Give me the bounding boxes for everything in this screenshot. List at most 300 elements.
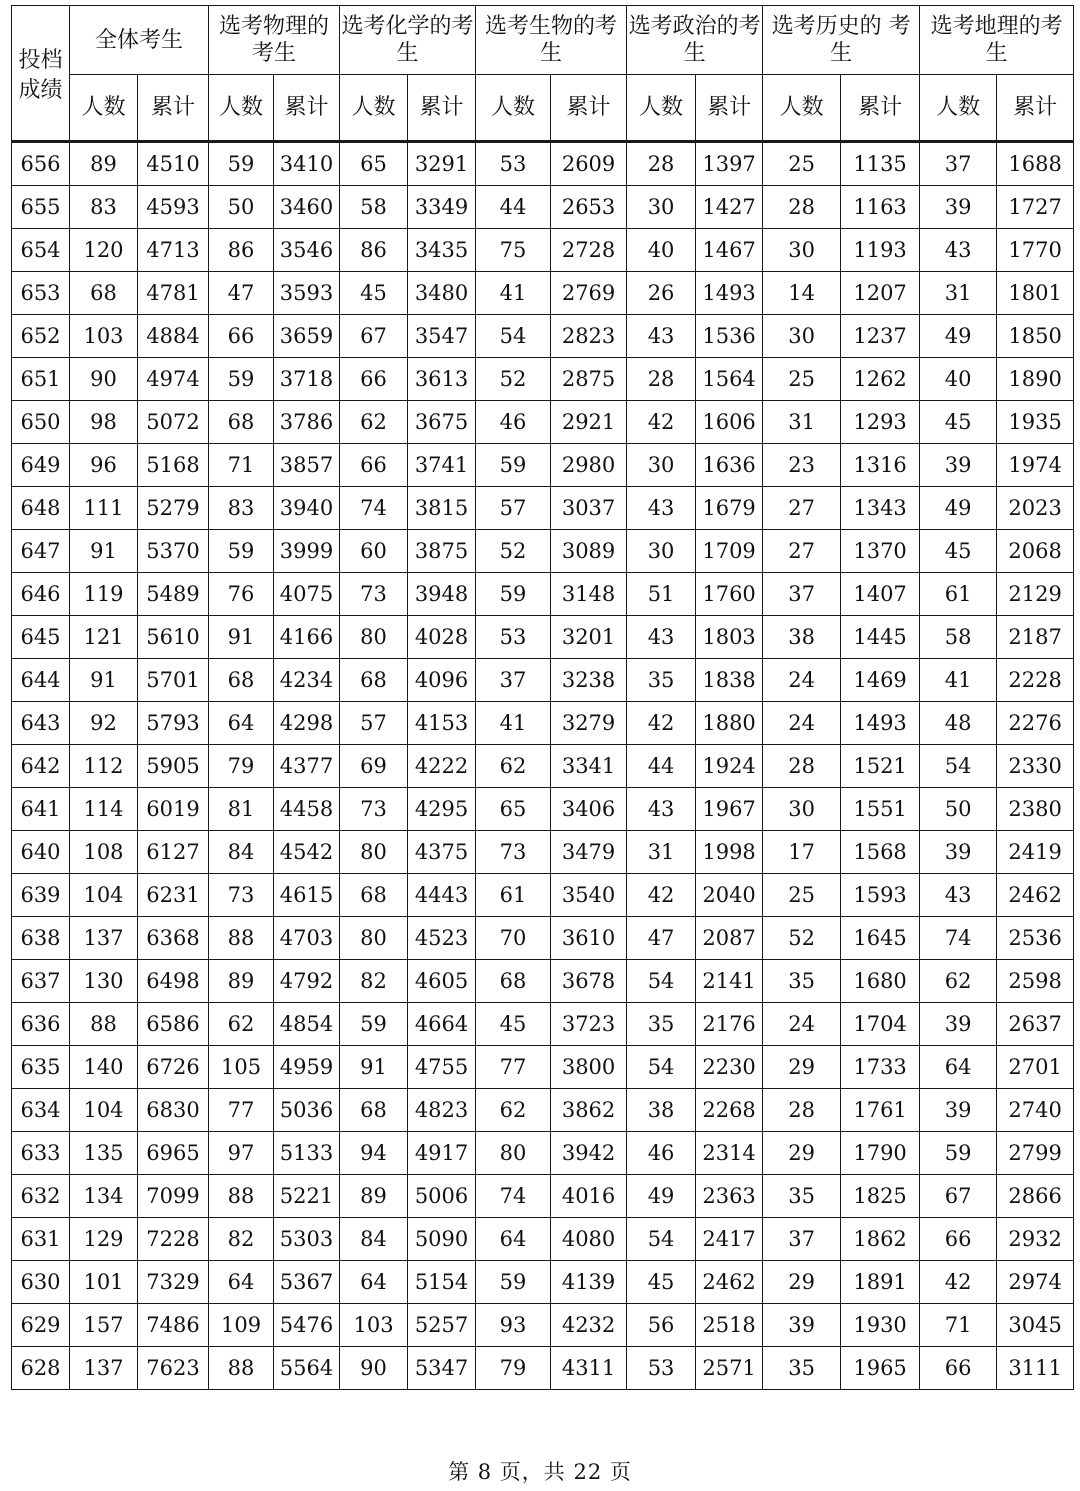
value-cell: 4375 [408, 831, 476, 874]
value-cell: 1262 [841, 358, 920, 401]
value-cell: 5701 [138, 659, 209, 702]
value-cell: 39 [920, 1003, 997, 1046]
value-cell: 6586 [138, 1003, 209, 1046]
value-cell: 6368 [138, 917, 209, 960]
value-cell: 54 [920, 745, 997, 788]
table-row [12, 1003, 1074, 1046]
value-cell: 77 [476, 1046, 551, 1089]
value-cell: 1965 [841, 1347, 920, 1390]
value-cell: 4884 [138, 315, 209, 358]
value-cell: 2330 [997, 745, 1074, 788]
value-cell: 77 [209, 1089, 274, 1132]
value-cell: 134 [70, 1175, 138, 1218]
value-cell: 2380 [997, 788, 1074, 831]
value-cell: 4377 [274, 745, 340, 788]
value-cell: 104 [70, 1089, 138, 1132]
value-cell: 47 [209, 272, 274, 315]
score-cell: 647 [12, 530, 70, 573]
value-cell: 43 [920, 874, 997, 917]
value-cell: 2932 [997, 1218, 1074, 1261]
value-cell: 3279 [551, 702, 627, 745]
value-cell: 68 [340, 659, 408, 702]
value-cell: 2268 [696, 1089, 763, 1132]
value-cell: 82 [340, 960, 408, 1003]
value-cell: 64 [920, 1046, 997, 1089]
value-cell: 2087 [696, 917, 763, 960]
value-cell: 3613 [408, 358, 476, 401]
value-cell: 1862 [841, 1218, 920, 1261]
value-cell: 1974 [997, 444, 1074, 487]
value-cell: 89 [70, 142, 138, 186]
value-cell: 59 [209, 530, 274, 573]
value-cell: 2462 [997, 874, 1074, 917]
sub-header-cumulative: 累计 [408, 75, 476, 142]
value-cell: 2023 [997, 487, 1074, 530]
value-cell: 40 [627, 229, 696, 272]
value-cell: 137 [70, 1347, 138, 1390]
value-cell: 62 [476, 1089, 551, 1132]
value-cell: 2536 [997, 917, 1074, 960]
value-cell: 5347 [408, 1347, 476, 1390]
group-header-politics: 选考政治的考生 [627, 6, 763, 75]
sub-header-cumulative: 累计 [997, 75, 1074, 142]
value-cell: 3406 [551, 788, 627, 831]
value-cell: 2314 [696, 1132, 763, 1175]
value-cell: 66 [920, 1218, 997, 1261]
value-cell: 76 [209, 573, 274, 616]
value-cell: 73 [209, 874, 274, 917]
value-cell: 5905 [138, 745, 209, 788]
table-row [12, 1175, 1074, 1218]
value-cell: 1930 [841, 1304, 920, 1347]
value-cell: 1891 [841, 1261, 920, 1304]
value-cell: 6019 [138, 788, 209, 831]
value-cell: 1551 [841, 788, 920, 831]
value-cell: 2769 [551, 272, 627, 315]
sub-header-count: 人数 [763, 75, 841, 142]
value-cell: 3460 [274, 186, 340, 229]
value-cell: 1761 [841, 1089, 920, 1132]
sub-header-count: 人数 [627, 75, 696, 142]
value-cell: 73 [476, 831, 551, 874]
value-cell: 4917 [408, 1132, 476, 1175]
score-cell: 631 [12, 1218, 70, 1261]
value-cell: 92 [70, 702, 138, 745]
value-cell: 140 [70, 1046, 138, 1089]
value-cell: 3786 [274, 401, 340, 444]
value-cell: 69 [340, 745, 408, 788]
value-cell: 2462 [696, 1261, 763, 1304]
value-cell: 1536 [696, 315, 763, 358]
score-header: 投档成绩 [12, 6, 70, 142]
table-row [12, 960, 1074, 1003]
table-row [12, 401, 1074, 444]
value-cell: 3593 [274, 272, 340, 315]
table-row [12, 831, 1074, 874]
value-cell: 3201 [551, 616, 627, 659]
value-cell: 64 [476, 1218, 551, 1261]
value-cell: 74 [476, 1175, 551, 1218]
value-cell: 37 [763, 573, 841, 616]
value-cell: 66 [920, 1347, 997, 1390]
value-cell: 1407 [841, 573, 920, 616]
value-cell: 105 [209, 1046, 274, 1089]
value-cell: 60 [340, 530, 408, 573]
value-cell: 37 [763, 1218, 841, 1261]
table-row [12, 1304, 1074, 1347]
value-cell: 4755 [408, 1046, 476, 1089]
value-cell: 59 [476, 444, 551, 487]
value-cell: 68 [340, 1089, 408, 1132]
value-cell: 4605 [408, 960, 476, 1003]
value-cell: 5367 [274, 1261, 340, 1304]
value-cell: 59 [209, 142, 274, 186]
value-cell: 4593 [138, 186, 209, 229]
value-cell: 97 [209, 1132, 274, 1175]
value-cell: 3741 [408, 444, 476, 487]
table-row [12, 1089, 1074, 1132]
table-row [12, 229, 1074, 272]
table-row [12, 487, 1074, 530]
value-cell: 3800 [551, 1046, 627, 1089]
table-row [12, 444, 1074, 487]
score-cell: 648 [12, 487, 70, 530]
value-cell: 67 [340, 315, 408, 358]
value-cell: 2875 [551, 358, 627, 401]
value-cell: 30 [627, 186, 696, 229]
value-cell: 89 [340, 1175, 408, 1218]
value-cell: 4823 [408, 1089, 476, 1132]
value-cell: 24 [763, 702, 841, 745]
value-cell: 51 [627, 573, 696, 616]
value-cell: 4153 [408, 702, 476, 745]
value-cell: 39 [920, 444, 997, 487]
table-row [12, 874, 1074, 917]
table-row [12, 530, 1074, 573]
value-cell: 91 [209, 616, 274, 659]
sub-header-cumulative: 累计 [274, 75, 340, 142]
value-cell: 2921 [551, 401, 627, 444]
value-cell: 89 [209, 960, 274, 1003]
value-cell: 4781 [138, 272, 209, 315]
value-cell: 1493 [841, 702, 920, 745]
value-cell: 59 [340, 1003, 408, 1046]
value-cell: 68 [476, 960, 551, 1003]
sub-header-cumulative: 累计 [841, 75, 920, 142]
value-cell: 39 [920, 1089, 997, 1132]
value-cell: 58 [340, 186, 408, 229]
table-row [12, 702, 1074, 745]
value-cell: 7329 [138, 1261, 209, 1304]
score-cell: 630 [12, 1261, 70, 1304]
value-cell: 30 [627, 444, 696, 487]
value-cell: 3678 [551, 960, 627, 1003]
value-cell: 37 [476, 659, 551, 702]
score-cell: 642 [12, 745, 70, 788]
value-cell: 79 [209, 745, 274, 788]
sub-header-count: 人数 [920, 75, 997, 142]
value-cell: 4703 [274, 917, 340, 960]
value-cell: 91 [340, 1046, 408, 1089]
score-cell: 633 [12, 1132, 70, 1175]
value-cell: 80 [340, 831, 408, 874]
value-cell: 25 [763, 874, 841, 917]
value-cell: 1709 [696, 530, 763, 573]
value-cell: 1935 [997, 401, 1074, 444]
score-cell: 653 [12, 272, 70, 315]
score-cell: 641 [12, 788, 70, 831]
value-cell: 30 [763, 788, 841, 831]
value-cell: 75 [476, 229, 551, 272]
value-cell: 59 [209, 358, 274, 401]
value-cell: 4713 [138, 229, 209, 272]
value-cell: 2740 [997, 1089, 1074, 1132]
value-cell: 2799 [997, 1132, 1074, 1175]
value-cell: 1680 [841, 960, 920, 1003]
value-cell: 57 [340, 702, 408, 745]
value-cell: 66 [340, 444, 408, 487]
group-header-history: 选考历史的 考生 [763, 6, 920, 75]
value-cell: 2276 [997, 702, 1074, 745]
value-cell: 2141 [696, 960, 763, 1003]
value-cell: 1163 [841, 186, 920, 229]
value-cell: 41 [476, 702, 551, 745]
value-cell: 111 [70, 487, 138, 530]
value-cell: 1704 [841, 1003, 920, 1046]
value-cell: 3857 [274, 444, 340, 487]
table-header [12, 6, 1074, 142]
value-cell: 4792 [274, 960, 340, 1003]
value-cell: 2187 [997, 616, 1074, 659]
value-cell: 5257 [408, 1304, 476, 1347]
value-cell: 90 [340, 1347, 408, 1390]
value-cell: 4443 [408, 874, 476, 917]
value-cell: 31 [763, 401, 841, 444]
value-cell: 3045 [997, 1304, 1074, 1347]
value-cell: 46 [627, 1132, 696, 1175]
value-cell: 3942 [551, 1132, 627, 1175]
value-cell: 1564 [696, 358, 763, 401]
value-cell: 39 [920, 186, 997, 229]
value-cell: 80 [340, 616, 408, 659]
value-cell: 103 [340, 1304, 408, 1347]
value-cell: 5168 [138, 444, 209, 487]
value-cell: 64 [340, 1261, 408, 1304]
value-cell: 120 [70, 229, 138, 272]
value-cell: 28 [627, 142, 696, 186]
score-cell: 644 [12, 659, 70, 702]
value-cell: 50 [209, 186, 274, 229]
table-row [12, 142, 1074, 186]
value-cell: 28 [627, 358, 696, 401]
value-cell: 30 [763, 315, 841, 358]
value-cell: 38 [763, 616, 841, 659]
value-cell: 5072 [138, 401, 209, 444]
value-cell: 59 [476, 573, 551, 616]
value-cell: 47 [627, 917, 696, 960]
value-cell: 1593 [841, 874, 920, 917]
value-cell: 4166 [274, 616, 340, 659]
value-cell: 31 [627, 831, 696, 874]
value-cell: 31 [920, 272, 997, 315]
value-cell: 49 [920, 315, 997, 358]
value-cell: 41 [920, 659, 997, 702]
value-cell: 4298 [274, 702, 340, 745]
value-cell: 65 [340, 142, 408, 186]
value-cell: 61 [920, 573, 997, 616]
value-cell: 91 [70, 659, 138, 702]
value-cell: 5133 [274, 1132, 340, 1175]
sub-header-cumulative: 累计 [551, 75, 627, 142]
value-cell: 30 [763, 229, 841, 272]
value-cell: 3480 [408, 272, 476, 315]
value-cell: 42 [627, 874, 696, 917]
score-cell: 632 [12, 1175, 70, 1218]
value-cell: 27 [763, 530, 841, 573]
value-cell: 4234 [274, 659, 340, 702]
value-cell: 5370 [138, 530, 209, 573]
value-cell: 80 [476, 1132, 551, 1175]
score-cell: 636 [12, 1003, 70, 1046]
value-cell: 7623 [138, 1347, 209, 1390]
value-cell: 4458 [274, 788, 340, 831]
value-cell: 2040 [696, 874, 763, 917]
value-cell: 119 [70, 573, 138, 616]
value-cell: 35 [763, 1175, 841, 1218]
table-row [12, 917, 1074, 960]
value-cell: 46 [476, 401, 551, 444]
value-cell: 1924 [696, 745, 763, 788]
table-row [12, 788, 1074, 831]
value-cell: 2571 [696, 1347, 763, 1390]
value-cell: 59 [920, 1132, 997, 1175]
value-cell: 2653 [551, 186, 627, 229]
value-cell: 6965 [138, 1132, 209, 1175]
value-cell: 49 [920, 487, 997, 530]
value-cell: 71 [209, 444, 274, 487]
value-cell: 40 [920, 358, 997, 401]
value-cell: 109 [209, 1304, 274, 1347]
value-cell: 108 [70, 831, 138, 874]
value-cell: 39 [920, 831, 997, 874]
value-cell: 28 [763, 1089, 841, 1132]
value-cell: 43 [627, 315, 696, 358]
value-cell: 93 [476, 1304, 551, 1347]
value-cell: 73 [340, 788, 408, 831]
score-cell: 645 [12, 616, 70, 659]
value-cell: 6127 [138, 831, 209, 874]
value-cell: 45 [627, 1261, 696, 1304]
table-body [12, 142, 1074, 1390]
value-cell: 4222 [408, 745, 476, 788]
table-row [12, 573, 1074, 616]
value-cell: 4974 [138, 358, 209, 401]
value-cell: 3940 [274, 487, 340, 530]
value-cell: 68 [209, 659, 274, 702]
value-cell: 129 [70, 1218, 138, 1261]
value-cell: 62 [209, 1003, 274, 1046]
value-cell: 4096 [408, 659, 476, 702]
page-number-footer: 第 8 页，共 22 页 [448, 1460, 632, 1484]
value-cell: 4139 [551, 1261, 627, 1304]
score-cell: 639 [12, 874, 70, 917]
value-cell: 3410 [274, 142, 340, 186]
value-cell: 1801 [997, 272, 1074, 315]
score-cell: 649 [12, 444, 70, 487]
value-cell: 1998 [696, 831, 763, 874]
value-cell: 2609 [551, 142, 627, 186]
value-cell: 1445 [841, 616, 920, 659]
value-cell: 94 [340, 1132, 408, 1175]
value-cell: 25 [763, 142, 841, 186]
value-cell: 3540 [551, 874, 627, 917]
value-cell: 24 [763, 1003, 841, 1046]
value-cell: 7486 [138, 1304, 209, 1347]
value-cell: 2230 [696, 1046, 763, 1089]
value-cell: 54 [627, 960, 696, 1003]
value-cell: 59 [476, 1261, 551, 1304]
value-cell: 39 [763, 1304, 841, 1347]
value-cell: 81 [209, 788, 274, 831]
group-header-row [12, 6, 1074, 75]
value-cell: 3349 [408, 186, 476, 229]
value-cell: 1493 [696, 272, 763, 315]
value-cell: 14 [763, 272, 841, 315]
value-cell: 58 [920, 616, 997, 659]
group-header-biology: 选考生物的考生 [476, 6, 627, 75]
score-cell: 635 [12, 1046, 70, 1089]
value-cell: 66 [209, 315, 274, 358]
value-cell: 3479 [551, 831, 627, 874]
score-cell: 650 [12, 401, 70, 444]
value-cell: 5476 [274, 1304, 340, 1347]
value-cell: 64 [209, 1261, 274, 1304]
value-cell: 4311 [551, 1347, 627, 1390]
value-cell: 88 [209, 917, 274, 960]
value-cell: 35 [627, 1003, 696, 1046]
sub-header-cumulative: 累计 [138, 75, 209, 142]
value-cell: 86 [209, 229, 274, 272]
value-cell: 3610 [551, 917, 627, 960]
value-cell: 5793 [138, 702, 209, 745]
value-cell: 1207 [841, 272, 920, 315]
table-row [12, 1132, 1074, 1175]
value-cell: 73 [340, 573, 408, 616]
value-cell: 1733 [841, 1046, 920, 1089]
value-cell: 1880 [696, 702, 763, 745]
value-cell: 42 [920, 1261, 997, 1304]
value-cell: 57 [476, 487, 551, 530]
score-cell: 655 [12, 186, 70, 229]
value-cell: 4232 [551, 1304, 627, 1347]
value-cell: 83 [209, 487, 274, 530]
value-cell: 1679 [696, 487, 763, 530]
value-cell: 1343 [841, 487, 920, 530]
value-cell: 43 [627, 788, 696, 831]
value-cell: 3815 [408, 487, 476, 530]
value-cell: 88 [209, 1347, 274, 1390]
value-cell: 52 [476, 358, 551, 401]
value-cell: 5006 [408, 1175, 476, 1218]
value-cell: 3862 [551, 1089, 627, 1132]
value-cell: 3948 [408, 573, 476, 616]
value-cell: 1237 [841, 315, 920, 358]
value-cell: 4959 [274, 1046, 340, 1089]
group-header-physics: 选考物理的考生 [209, 6, 340, 75]
value-cell: 43 [920, 229, 997, 272]
value-cell: 52 [476, 530, 551, 573]
value-cell: 3546 [274, 229, 340, 272]
